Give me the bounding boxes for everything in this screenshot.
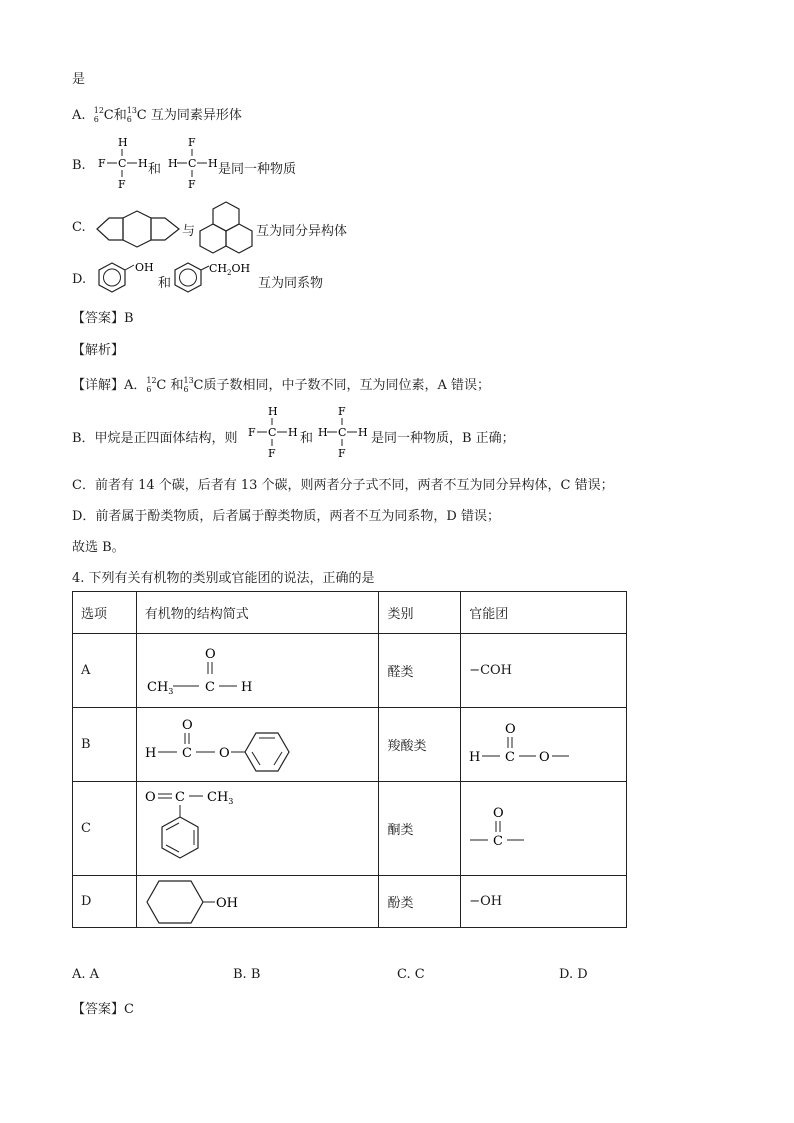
question-4-stem: 4. 下列有关有机物的类别或官能团的说法，正确的是: [72, 571, 375, 586]
svg-text:CH2OH: $CH_2OH$: [209, 262, 251, 277]
table-header: 官能团: [461, 592, 627, 634]
detail-c: C．前者有 14 个碳，后者有 13 个碳，则两者分子式不同，两者不互为同分异构体，C 错误；: [72, 478, 614, 493]
row-category: 羧酸类: [379, 708, 461, 782]
option-d-joiner: 和: [158, 276, 172, 291]
svg-text:C: C: [204, 679, 215, 695]
row-option: A: [73, 634, 137, 708]
svg-text:O: O: [218, 745, 230, 761]
svg-text:O: O: [539, 749, 550, 765]
table-row: [73, 876, 627, 928]
svg-text:C: C: [174, 789, 185, 805]
option-d-benzyl-alcohol: [172, 260, 264, 296]
svg-text:O: O: [144, 789, 156, 805]
row-structure: [136, 634, 379, 708]
svg-text:C: C: [268, 426, 277, 439]
option-b-label: B.: [72, 158, 86, 173]
table-row: [73, 708, 627, 782]
svg-text:O: O: [493, 805, 504, 821]
detail-conclusion: 故选 B。: [72, 540, 125, 555]
isotope-c12: 12 6: [93, 105, 104, 124]
answer-bracket: 【答案】: [72, 1002, 125, 1017]
svg-text:F: F: [118, 178, 126, 191]
option-c-joiner: 与: [182, 224, 196, 239]
svg-text:O: O: [204, 646, 216, 662]
table-row: [73, 634, 627, 708]
option-b-joiner: 和: [148, 162, 162, 177]
answer-3: [72, 307, 134, 326]
detail-d: D．前者属于酚类物质，后者属于醇类物质，两者不互为同系物，D 错误；: [72, 509, 500, 524]
answer-value: B: [124, 311, 134, 326]
row-group: [461, 782, 627, 876]
detail-b-joiner: 和: [300, 431, 314, 446]
svg-text:F: F: [98, 157, 106, 170]
row-group: [461, 708, 627, 782]
page-top-word: 是: [72, 72, 86, 87]
carbonyl-group: [469, 801, 539, 857]
svg-text:O: O: [181, 717, 193, 733]
option-d-text: 互为同系物: [258, 276, 324, 291]
svg-text:H: H: [138, 157, 148, 170]
row-category: 酚类: [379, 876, 461, 928]
answer-value: C: [124, 1002, 134, 1017]
svg-text:H: H: [469, 749, 481, 765]
svg-text:CH3: $CH_3$: [206, 789, 234, 806]
choice-a[interactable]: A. A: [72, 967, 100, 982]
answer-bracket: 【答案】: [72, 311, 125, 326]
detail-b-text: 是同一种物质，B 正确；: [371, 431, 515, 446]
option-d-label: D.: [72, 272, 87, 287]
svg-text:C: C: [181, 745, 192, 761]
svg-text:C: C: [188, 157, 197, 170]
row-structure: [136, 782, 379, 876]
table-header: 选项: [73, 592, 137, 634]
svg-text:OH: OH: [135, 261, 154, 274]
svg-text:F: F: [248, 426, 256, 439]
row-option: D: [73, 876, 137, 928]
option-a-label: A.: [72, 108, 86, 123]
option-b-text: 是同一种物质: [218, 162, 297, 177]
row-group: −COH: [461, 634, 627, 708]
svg-text:F: F: [268, 447, 276, 460]
option-d-phenol: [96, 260, 158, 296]
svg-text:CH3: $CH_3$: [146, 679, 174, 696]
svg-text:F: F: [188, 136, 196, 149]
option-a: A. 12 6 C和 13 6 C 互为同素异形体: [72, 105, 242, 124]
answer-4: [72, 998, 134, 1017]
svg-text:H: H: [240, 679, 253, 695]
row-option: B: [73, 708, 137, 782]
svg-text:C: C: [505, 749, 516, 765]
detail-b-prefix: B．甲烷是正四面体结构，则: [72, 431, 238, 446]
detail-b-methane-1: [246, 404, 302, 462]
cyclohexanol-structure: [145, 878, 265, 926]
option-a-text: 互为同素异形体: [150, 108, 242, 123]
question-4-table: [72, 591, 627, 928]
option-c-phenalene-like-structure: [195, 200, 257, 256]
svg-text:F: F: [188, 178, 196, 191]
svg-text:F: F: [338, 447, 346, 460]
svg-text:H: H: [358, 426, 368, 439]
svg-text:H: H: [118, 136, 128, 149]
svg-text:H: H: [288, 426, 298, 439]
svg-text:H: H: [208, 157, 218, 170]
row-structure: [136, 708, 379, 782]
svg-text:H: H: [318, 426, 328, 439]
row-structure: [136, 876, 379, 928]
table-header: 类别: [379, 592, 461, 634]
svg-text:O: O: [505, 721, 516, 737]
svg-text:H: H: [144, 745, 157, 761]
svg-text:H: H: [268, 405, 278, 418]
isotope-c13: 13 6: [126, 105, 137, 124]
choice-c[interactable]: C. C: [397, 967, 425, 982]
row-group: −OH: [461, 876, 627, 928]
acetaldehyde-structure: [145, 641, 265, 701]
svg-text:F: F: [338, 405, 346, 418]
row-category: 酮类: [379, 782, 461, 876]
option-c-anthracene-like-structure: [94, 208, 184, 250]
svg-text:C: C: [493, 833, 504, 849]
carboxyl-ester-group: [469, 717, 579, 773]
svg-text:OH: OH: [215, 895, 238, 911]
option-b-methane-2: [166, 135, 226, 193]
analysis-heading: 【解析】: [72, 343, 125, 358]
acetophenone-structure: [145, 785, 265, 873]
table-row: [73, 782, 627, 876]
choice-d[interactable]: D. D: [559, 967, 588, 982]
choice-b[interactable]: B. B: [233, 967, 261, 982]
phenyl-formate-structure: [145, 713, 315, 777]
detail-b-methane-2: [316, 404, 372, 462]
row-option: C: [73, 782, 137, 876]
table-header: 有机物的结构简式: [136, 592, 379, 634]
option-c-text: 互为同分异构体: [256, 224, 348, 239]
table-header-row: [73, 592, 627, 634]
row-category: 醛类: [379, 634, 461, 708]
option-c-label: C.: [72, 220, 86, 235]
svg-text:C: C: [118, 157, 127, 170]
svg-text:C: C: [338, 426, 347, 439]
svg-text:H: H: [168, 157, 178, 170]
detail-a: 【详解】A． 12 6 C 和 13 6 C质子数相同，中子数不同，互为同位素，A 错误；: [72, 375, 490, 394]
